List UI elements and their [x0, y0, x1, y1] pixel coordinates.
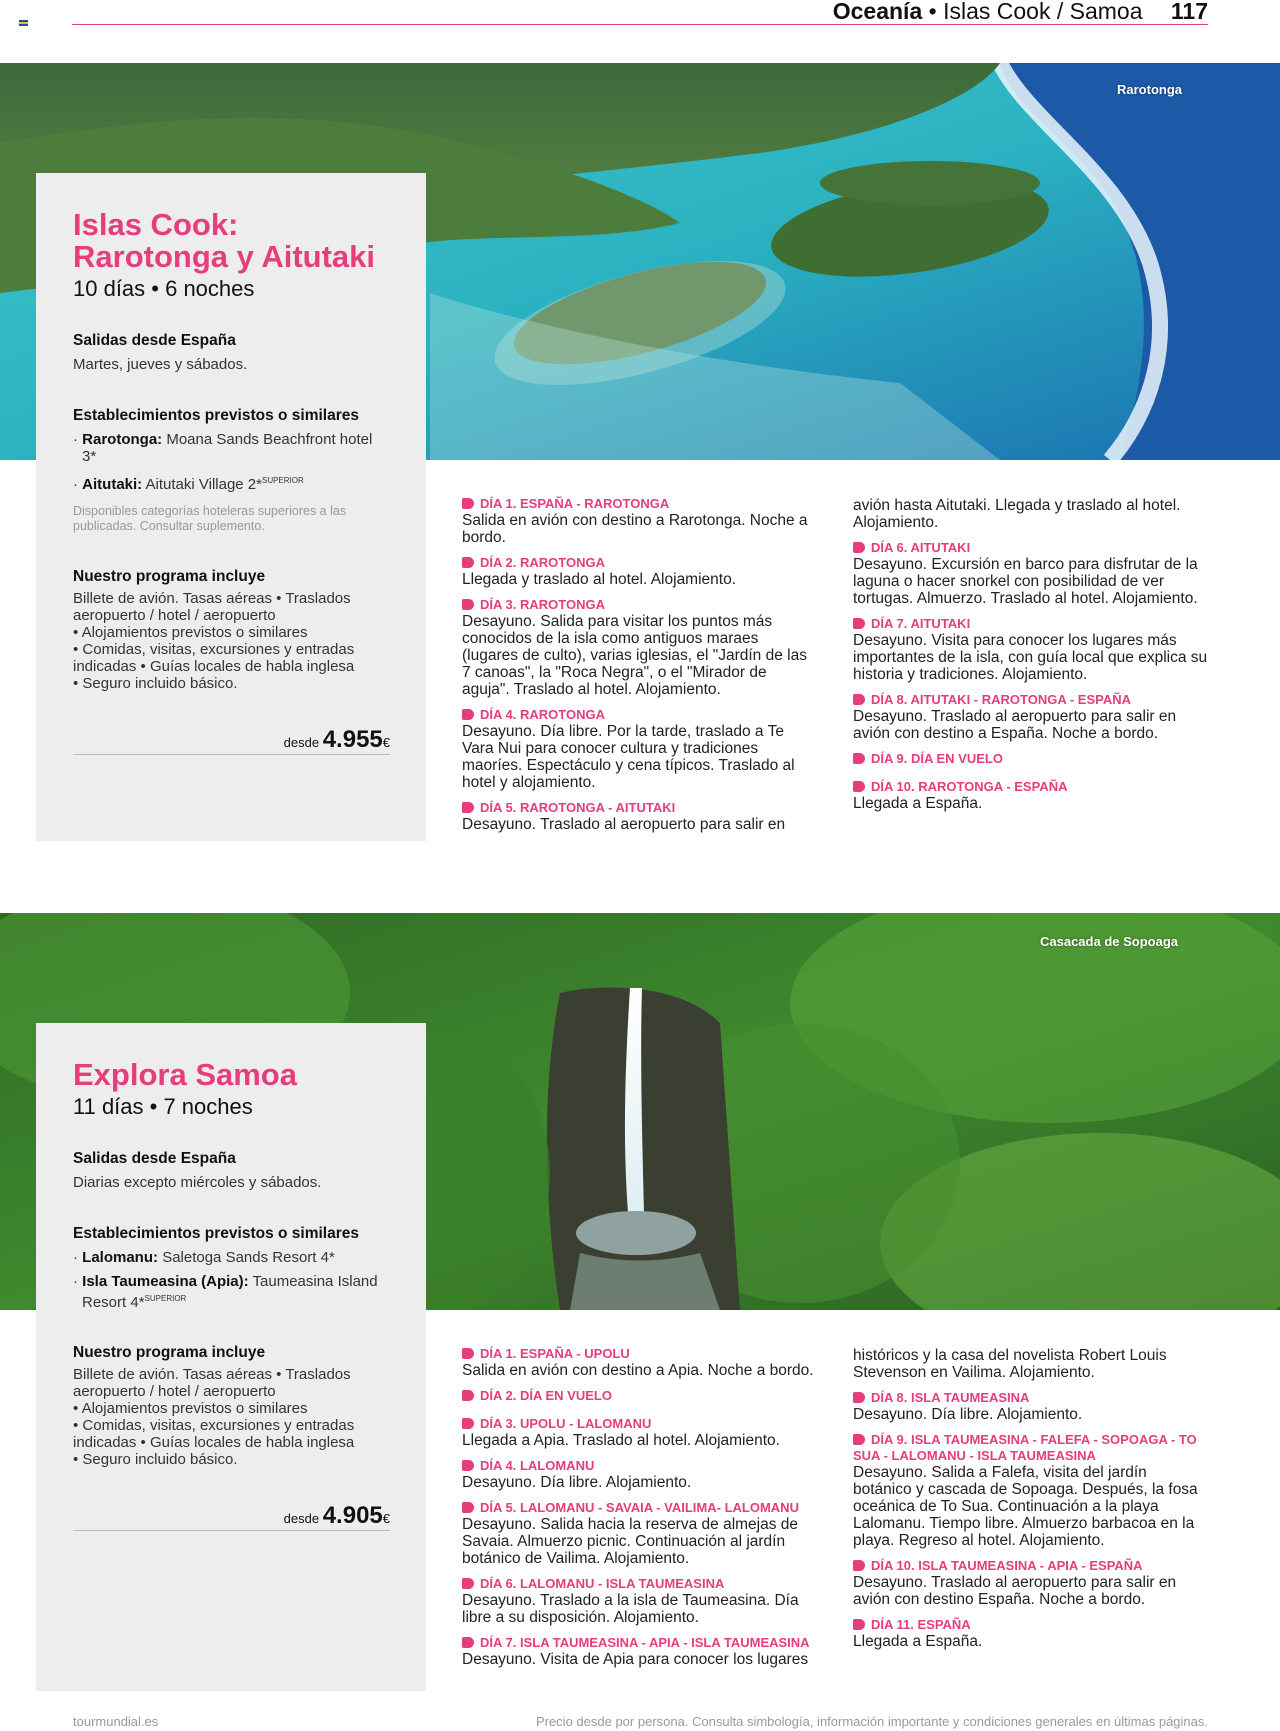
price-prefix: desde	[283, 735, 320, 750]
day-marker-icon	[853, 1619, 865, 1630]
day-marker-icon	[462, 1390, 474, 1401]
day-title: DÍA 3. UPOLU - LALOMANU	[462, 1416, 817, 1432]
day-text: Desayuno. Excursión en barco para disfrutar de la laguna o hacer snorkel con posibilidad de ver tortugas. Almuerzo. Traslado al hotel. Alojamiento.	[853, 556, 1198, 607]
day-title: DÍA 9. ISLA TAUMEASINA - FALEFA - SOPOAGA - TO SUA - LALOMANU - ISLA TAUMEASINA	[853, 1432, 1197, 1463]
day-title: DÍA 10. ISLA TAUMEASINA - APIA - ESPAÑA	[853, 1558, 1208, 1574]
day-title: DÍA 5. LALOMANU - SAVAIA - VAILIMA- LALOMANU	[462, 1500, 817, 1516]
trip-duration: 11 días • 7 noches	[73, 1094, 253, 1119]
day-marker-icon	[853, 1392, 865, 1403]
photo-caption: Rarotonga	[1117, 82, 1182, 97]
price-value: 4.955	[322, 726, 383, 753]
trip-info-panel	[36, 173, 426, 841]
day-text: Desayuno. Salida hacia la reserva de almejas de Savaia. Almuerzo picnic. Continuación al jardín botánico de Vailima. Alojamiento.	[462, 1516, 799, 1567]
day-text: Desayuno. Salida para visitar los puntos más conocidos de la isla como antiguos maraes (lugares de culto), varias iglesias, el "Jardín de las 7 canoas", la "Roca Negra", o el "Mirador de aguja". Traslado al hotel. Alojamiento.	[462, 613, 807, 698]
footer-site: tourmundial.es	[73, 1714, 159, 1729]
day-text: Desayuno. Traslado a la isla de Taumeasina. Día libre a su disposición. Alojamiento.	[462, 1592, 799, 1626]
day-marker-icon	[462, 1460, 474, 1471]
day-marker-icon	[462, 1578, 474, 1589]
trip-duration: 10 días • 6 noches	[73, 276, 255, 301]
day-title: DÍA 1. ESPAÑA - UPOLU	[462, 1346, 817, 1362]
price-divider	[73, 1530, 390, 1531]
price	[73, 726, 390, 754]
itinerary-col-2	[853, 1347, 1208, 1659]
region-title: Oceanía	[832, 0, 923, 24]
hotel-note: Disponibles categorías hoteleras superiores a las publicadas. Consultar suplemento.	[73, 504, 347, 533]
includes-item: • Alojamientos previstos o similares	[73, 1400, 308, 1417]
includes-heading: Nuestro programa incluye	[73, 1344, 266, 1361]
header-separator: •	[928, 0, 937, 24]
day-text: Llegada a Apia. Traslado al hotel. Alojamiento.	[462, 1432, 780, 1449]
day-title: DÍA 6. LALOMANU - ISLA TAUMEASINA	[462, 1576, 817, 1592]
hotel-item: · Isla Taumeasina (Apia): Taumeasina Island Resort 4*$^{SUPERIOR}$	[73, 1273, 378, 1311]
day-text: avión hasta Aitutaki. Llegada y traslado al hotel. Alojamiento.	[853, 497, 1181, 531]
day-text: Salida en avión con destino a Apia. Noche a bordo.	[462, 1362, 814, 1379]
flag-icon	[19, 20, 28, 27]
price-currency: €	[382, 735, 390, 750]
includes-heading: Nuestro programa incluye	[73, 568, 266, 585]
includes-item: • Comidas, visitas, excursiones y entradas indicadas • Guías locales de habla inglesa	[73, 641, 355, 675]
header-rule	[72, 24, 1208, 25]
day-marker-icon	[462, 1502, 474, 1513]
day-text: Llegada y traslado al hotel. Alojamiento.	[462, 571, 737, 588]
day-marker-icon	[853, 1560, 865, 1571]
includes-item: • Comidas, visitas, excursiones y entradas indicadas • Guías locales de habla inglesa	[73, 1417, 355, 1451]
hotels-heading: Establecimientos previstos o similares	[73, 1225, 360, 1242]
day-text: Llegada a España.	[853, 1633, 983, 1650]
page-header	[833, 0, 1208, 24]
itinerary-col-2	[853, 497, 1208, 821]
day-text: Desayuno. Día libre. Por la tarde, traslado a Te Vara Nui para conocer cultura y tradiciones maoríes. Espectáculo y cena típicos. Traslado al hotel y alojamiento.	[462, 723, 795, 791]
day-text: Desayuno. Día libre. Alojamiento.	[462, 1474, 692, 1491]
price-prefix: desde	[283, 1511, 320, 1526]
hotels-heading: Establecimientos previstos o similares	[73, 407, 360, 424]
day-marker-icon	[462, 802, 474, 813]
price	[73, 1502, 390, 1530]
day-title: DÍA 7. AITUTAKI	[853, 616, 1208, 632]
price-divider	[73, 754, 390, 755]
day-title: DÍA 2. RAROTONGA	[462, 555, 817, 571]
trip-title-line2: Rarotonga y Aitutaki	[73, 239, 375, 274]
departures-heading: Salidas desde España	[73, 1150, 236, 1167]
trip-info-panel	[36, 1023, 426, 1691]
day-title: DÍA 9. DÍA EN VUELO	[853, 751, 1208, 767]
day-marker-icon	[853, 1434, 865, 1445]
day-text: Salida en avión con destino a Rarotonga. Noche a bordo.	[462, 512, 808, 546]
day-text: Desayuno. Traslado al aeropuerto para salir en avión con destino a España. Noche a bordo.	[853, 708, 1177, 742]
day-text: Desayuno. Visita para conocer los lugares más importantes de la isla, con guía local que explica su historia y tradiciones. Alojamiento.	[853, 632, 1208, 683]
day-marker-icon	[853, 618, 865, 629]
day-title: DÍA 4. LALOMANU	[462, 1458, 817, 1474]
day-title: DÍA 2. DÍA EN VUELO	[462, 1388, 817, 1404]
day-title: DÍA 5. RAROTONGA - AITUTAKI	[462, 800, 817, 816]
includes-item: • Seguro incluido básico.	[73, 1451, 238, 1468]
trip-title-line1: Islas Cook:	[73, 207, 239, 242]
day-marker-icon	[462, 1637, 474, 1648]
day-marker-icon	[462, 1418, 474, 1429]
day-text: históricos y la casa del novelista Robert Louis Stevenson en Vailima. Alojamiento.	[853, 1347, 1167, 1381]
day-title: DÍA 11. ESPAÑA	[853, 1617, 1208, 1633]
day-title: DÍA 1. ESPAÑA - RAROTONGA	[462, 496, 817, 512]
hotel-item: · Lalomanu: Saletoga Sands Resort 4*	[73, 1249, 335, 1266]
price-value: 4.905	[322, 1502, 383, 1529]
itinerary-col-1	[462, 1346, 817, 1677]
day-marker-icon	[462, 599, 474, 610]
itinerary-col-1	[462, 496, 817, 842]
includes-item: • Alojamientos previstos o similares	[73, 624, 308, 641]
day-title: DÍA 3. RAROTONGA	[462, 597, 817, 613]
photo-caption: Casacada de Sopoaga	[1040, 934, 1178, 949]
day-text: Desayuno. Traslado al aeropuerto para salir en avión con destino España. Noche a bordo.	[853, 1574, 1177, 1608]
day-text: Desayuno. Día libre. Alojamiento.	[853, 1406, 1083, 1423]
hotel-item: · Rarotonga: Moana Sands Beachfront hotel 3*	[73, 431, 373, 465]
day-marker-icon	[853, 542, 865, 553]
day-marker-icon	[853, 781, 865, 792]
day-text: Desayuno. Visita de Apia para conocer los lugares	[462, 1651, 809, 1668]
departures-text: Diarias excepto miércoles y sábados.	[73, 1174, 322, 1191]
day-marker-icon	[462, 498, 474, 509]
day-text: Desayuno. Salida a Falefa, visita del jardín botánico y cascada de Sopoaga. Después, la fosa oceánica de To Sua. Continuación a la playa Lalomanu. Tiempo libre. Almuerzo barbacoa en la playa. Regreso al hotel. Alojamiento.	[853, 1464, 1198, 1549]
day-marker-icon	[462, 557, 474, 568]
header-subtitle: Islas Cook / Samoa	[943, 0, 1143, 24]
day-title: DÍA 7. ISLA TAUMEASINA - APIA - ISLA TAUMEASINA	[462, 1635, 817, 1651]
footer-disclaimer: Precio desde por persona. Consulta simbología, información importante y condiciones generales en últimas páginas.	[535, 1714, 1208, 1729]
day-title: DÍA 8. AITUTAKI - RAROTONGA - ESPAÑA	[853, 692, 1208, 708]
includes-item: Billete de avión. Tasas aéreas • Traslados aeropuerto / hotel / aeropuerto	[73, 590, 351, 624]
day-text: Desayuno. Traslado al aeropuerto para salir en	[462, 816, 786, 833]
day-marker-icon	[462, 1348, 474, 1359]
day-marker-icon	[853, 694, 865, 705]
departures-text: Martes, jueves y sábados.	[73, 356, 248, 373]
day-text: Llegada a España.	[853, 795, 983, 812]
trip-title-line1: Explora Samoa	[73, 1057, 297, 1092]
hotel-item: · Aitutaki: Aitutaki Village 2*$^{SUPERIOR}$	[73, 476, 304, 493]
day-title: DÍA 4. RAROTONGA	[462, 707, 817, 723]
includes-item: Billete de avión. Tasas aéreas • Traslados aeropuerto / hotel / aeropuerto	[73, 1366, 351, 1400]
day-title: DÍA 8. ISLA TAUMEASINA	[853, 1390, 1208, 1406]
departures-heading: Salidas desde España	[73, 332, 236, 349]
includes-item: • Seguro incluido básico.	[73, 675, 238, 692]
day-marker-icon	[853, 753, 865, 764]
day-title: DÍA 6. AITUTAKI	[853, 540, 1208, 556]
price-currency: €	[382, 1511, 390, 1526]
day-title: DÍA 10. RAROTONGA - ESPAÑA	[853, 779, 1208, 795]
day-marker-icon	[462, 709, 474, 720]
page-number: 117	[1170, 0, 1208, 24]
